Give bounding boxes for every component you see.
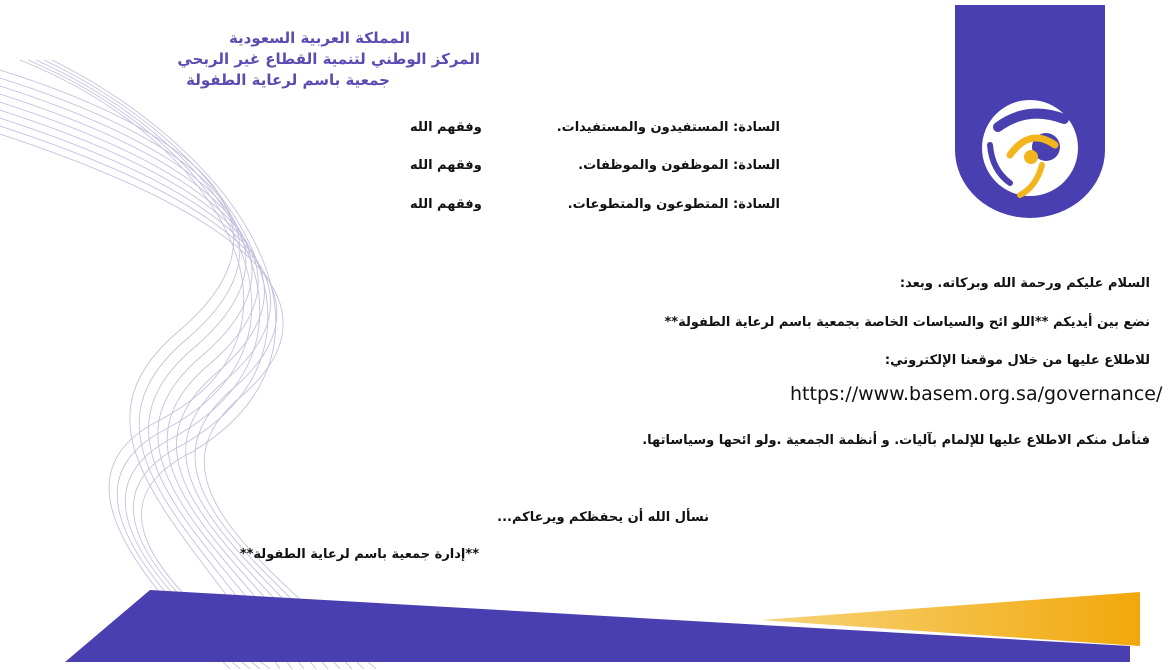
addressee-label: السادة: المتطوعون والمتطوعات. xyxy=(567,197,780,212)
addressee-label: السادة: المستفيدون والمستفيدات. xyxy=(556,120,780,135)
decorative-swirl-lines xyxy=(0,0,420,669)
addressee-greeting: وفقهم الله xyxy=(410,197,482,212)
intro-line: نضع بين أيديكم **اللو ائح والسياسات الخاصة بجمعية باسم لرعاية الطفولة** xyxy=(664,315,1150,330)
addressee-row xyxy=(410,197,780,217)
footer-band xyxy=(0,580,1169,670)
request-line: فنأمل منكم الاطلاع عليها للإلمام بآليات. و أنظمة الجمعية .ولو ائحها وسياساتها. xyxy=(642,433,1150,448)
header-association-name: جمعية باسم لرعاية الطفولة xyxy=(186,71,390,89)
addressee-row xyxy=(410,158,780,178)
header-country: المملكة العربية السعودية xyxy=(228,29,410,47)
signature-line: **إدارة جمعية باسم لرعاية الطفولة** xyxy=(239,547,479,562)
governance-link[interactable]: https://www.basem.org.sa/governance/ xyxy=(790,383,1163,405)
addressee-greeting: وفقهم الله xyxy=(410,120,482,135)
access-line: للاطلاع عليها من خلال موقعنا الإلكتروني: xyxy=(884,353,1150,368)
addressee-greeting: وفقهم الله xyxy=(410,158,482,173)
addressee-row xyxy=(410,120,780,140)
addressee-label: السادة: الموظفون والموظفات. xyxy=(578,158,780,173)
closing-line: نسأل الله أن يحفظكم ويرعاكم... xyxy=(497,510,709,525)
organization-header xyxy=(70,28,480,91)
logo-emblem xyxy=(950,5,1110,225)
salutation: السلام عليكم ورحمة الله وبركاته. وبعد: xyxy=(899,276,1150,291)
header-national-center: المركز الوطني لتنمية القطاع غير الربحي xyxy=(177,50,480,68)
